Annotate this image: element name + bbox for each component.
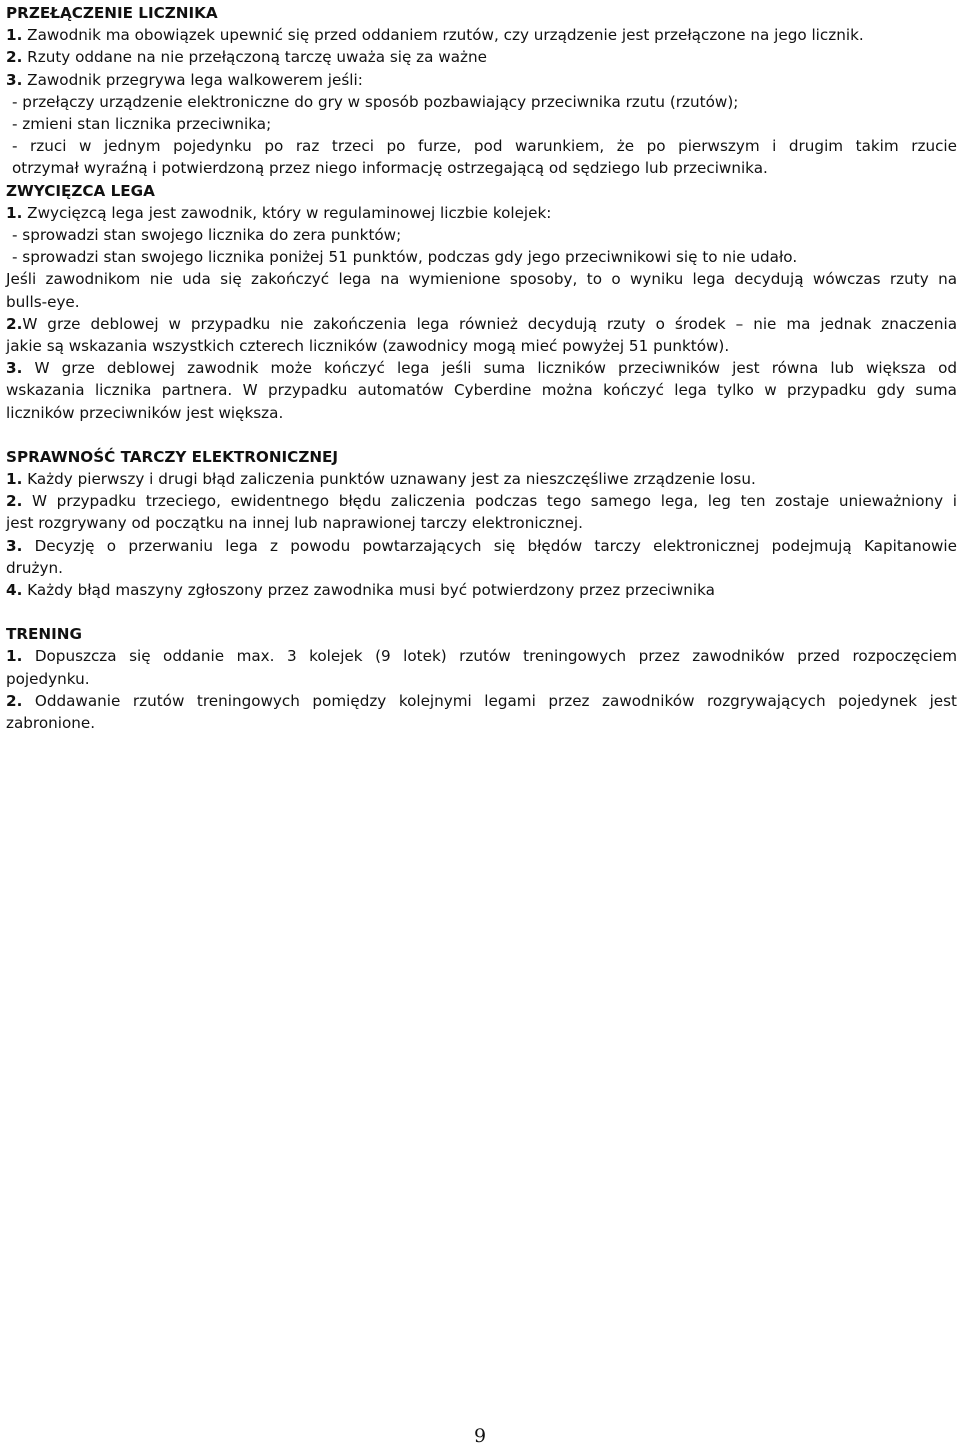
- rule-number: 2.: [6, 492, 23, 511]
- rule-2-2-line1: [6, 313, 957, 335]
- rule-text: Każdy błąd maszyny zgłoszony przez zawodnika musi być potwierdzony przez przeciwnika: [22, 581, 715, 600]
- bullet-2-1-a: - sprowadzi stan swojego licznika do zera punktów;: [12, 226, 402, 245]
- rule-number: 3.: [6, 536, 23, 555]
- rule-2-3-line2: wskazania licznika partnera. W przypadku automatów Cyberdine można kończyć lega tylko w przypadku gdy suma: [6, 381, 957, 400]
- rule-text: Dopuszcza się oddanie max. 3 kolejek (9 lotek) rzutów treningowych przez zawodników przed rozpoczęciem: [22, 647, 957, 666]
- rule-number: 2.: [6, 691, 23, 710]
- rule-text: Zawodnik przegrywa lega walkowerem jeśli:: [22, 70, 363, 89]
- section-heading-licznik: PRZEŁĄCZENIE LICZNIKA: [6, 4, 218, 22]
- document-page: [6, 0, 957, 734]
- rule-1-2: [6, 46, 957, 68]
- page-number: 9: [473, 1425, 487, 1447]
- rule-4-2-line1: [6, 690, 957, 712]
- rule-3-2-line2: jest rozgrywany od początku na innej lub naprawionej tarczy elektronicznej.: [6, 514, 583, 533]
- bullet-2-1-b: - sprowadzi stan swojego licznika poniżej 51 punktów, podczas gdy jego przeciwnikowi się to nie udało.: [12, 248, 798, 267]
- rule-3-3-line1: [6, 535, 957, 557]
- rule-2-2-line2: jakie są wskazania wszystkich czterech liczników (zawodnicy mogą mieć powyżej 51 punktów).: [6, 337, 730, 356]
- rule-number: 4.: [6, 581, 23, 600]
- bullet-1-3-a: - przełączy urządzenie elektroniczne do gry w sposób pozbawiający przeciwnika rzutu (rzutów);: [12, 92, 739, 111]
- paragraph-bulls-eye-line2: bulls-eye.: [6, 292, 80, 311]
- section-heading-sprawnosc: SPRAWNOŚĆ TARCZY ELEKTRONICZNEJ: [6, 447, 339, 466]
- rule-3-2-line1: [6, 490, 957, 512]
- section-heading-zwyciezca: ZWYCIĘZCA LEGA: [6, 181, 155, 200]
- rule-number: 1.: [6, 26, 23, 45]
- rule-4-2-line2: zabronione.: [6, 714, 96, 733]
- rule-3-3-line2: drużyn.: [6, 558, 63, 577]
- bullet-1-3-c-line2: otrzymał wyraźną i potwierdzoną przez niego informację ostrzegającą od sędziego lub przeciwnika.: [12, 159, 768, 178]
- rule-text: W przypadku trzeciego, ewidentnego błędu zaliczenia podczas tego samego lega, leg ten zostaje unieważniony i: [22, 492, 957, 511]
- rule-2-3-line1: [6, 357, 957, 379]
- section-spacer: [6, 601, 957, 623]
- rule-text: Decyzję o przerwaniu lega z powodu powtarzających się błędów tarczy elektronicznej podejmują Kapitanowie: [22, 536, 957, 555]
- rule-text: W grze deblowej w przypadku nie zakończenia lega również decydują rzuty o środek – nie ma jednak znaczenia: [22, 314, 957, 333]
- rule-2-3-line3: liczników przeciwników jest większa.: [6, 403, 284, 422]
- rule-2-1: [6, 202, 957, 224]
- rule-text: Zawodnik ma obowiązek upewnić się przed oddaniem rzutów, czy urządzenie jest przełączone na jego licznik.: [22, 26, 864, 45]
- section-spacer: [6, 424, 957, 446]
- rule-4-1-line1: [6, 645, 957, 667]
- rule-number: 2.: [6, 48, 23, 67]
- rule-number: 3.: [6, 359, 23, 378]
- rule-text: Rzuty oddane na nie przełączoną tarczę uważa się za ważne: [22, 48, 487, 67]
- bullet-1-3-c-line1: - rzuci w jednym pojedynku po raz trzeci po furze, pod warunkiem, że po pierwszym i drugim takim rzucie: [12, 137, 957, 156]
- rule-number: 1.: [6, 203, 23, 222]
- rule-text: Oddawanie rzutów treningowych pomiędzy kolejnymi legami przez zawodników rozgrywających pojedynek jest: [22, 691, 957, 710]
- rule-number: 2.: [6, 314, 23, 333]
- paragraph-bulls-eye-line1: Jeśli zawodnikom nie uda się zakończyć lega na wymienione sposoby, to o wyniku lega decydują wówczas rzuty na: [6, 270, 957, 289]
- bullet-1-3-b: - zmieni stan licznika przeciwnika;: [12, 115, 272, 134]
- rule-text: Zwycięzcą lega jest zawodnik, który w regulaminowej liczbie kolejek:: [22, 203, 552, 222]
- rule-1-1: [6, 24, 957, 46]
- rule-3-4: [6, 579, 957, 601]
- rule-number: 1.: [6, 647, 23, 666]
- rule-number: 1.: [6, 470, 23, 489]
- rule-text: Każdy pierwszy i drugi błąd zaliczenia punktów uznawany jest za nieszczęśliwe zrządzenie losu.: [22, 470, 756, 489]
- rule-4-1-line2: pojedynku.: [6, 669, 90, 688]
- rule-text: W grze deblowej zawodnik może kończyć lega jeśli suma liczników przeciwników jest równa lub większa od: [22, 359, 957, 378]
- section-heading-trening: TRENING: [6, 625, 82, 644]
- rule-number: 3.: [6, 70, 23, 89]
- rule-1-3: [6, 69, 957, 91]
- rule-3-1: [6, 468, 957, 490]
